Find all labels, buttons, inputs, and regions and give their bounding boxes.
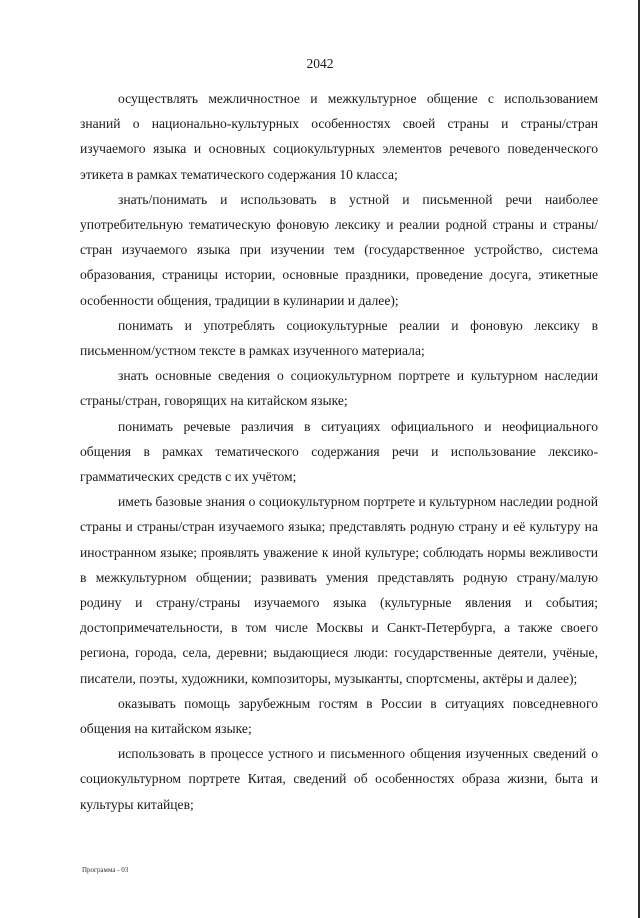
paragraph: использовать в процессе устного и письменного общения изученных сведений о социокультурном портрете Китая, сведений об особенностях образа жизни, быта и культуры китайцев; [80, 746, 598, 812]
paragraph: понимать и употреблять социокультурные реалии и фоновую лексику в письменном/устном тексте в рамках изученного материала; [80, 317, 598, 359]
paragraph: осуществлять межличностное и межкультурное общение с использованием знаний о национально-культурных особенностях своей страны и страны/стран изучаемого языка и основных социокультурных элементов речевого поведенческого этикета в рамках тематического содержания 10 класса; [80, 91, 598, 182]
body-text [80, 86, 598, 817]
paragraph: понимать речевые различия в ситуациях официального и неофициального общения в рамках тематического содержания речи и использование лексико-грамматических средств с их учётом; [80, 418, 598, 485]
footer-note: Программа - 03 [82, 866, 129, 874]
page-number: 2042 [306, 56, 334, 71]
paragraph: иметь базовые знания о социокультурном портрете и культурном наследии родной страны и страны/стран изучаемого языка; представлять родную страну и её культуру на иностранном языке; проявлять уважение к иной культуре; соблюдать нормы вежливости в межкультурном общении; развивать умения представлять родную страну/малую родину и страну/страны изучаемого языка (культурные явления и события; достопримечательности, в том числе Москвы и Санкт-Петербурга, а также своего региона, города, села, деревни; выдающиеся люди: государственные деятели, учёные, писатели, поэты, художники, композиторы, музыканты, спортсмены, актёры и далее); [80, 494, 598, 686]
paragraph: знать/понимать и использовать в устной и письменной речи наиболее употребительную тематическую фоновую лексику и реалии родной страны и страны/стран изучаемого языка при изучении тем (государственное устройство, система образования, страницы истории, основные праздники, проведение досуга, этикетные особенности общения, традиции в кулинарии и далее); [80, 191, 598, 308]
paragraph: знать основные сведения о социокультурном портрете и культурном наследии страны/стран, говорящих на китайском языке; [80, 368, 598, 409]
paragraph: оказывать помощь зарубежным гостям в России в ситуациях повседневного общения на китайском языке; [80, 695, 598, 737]
